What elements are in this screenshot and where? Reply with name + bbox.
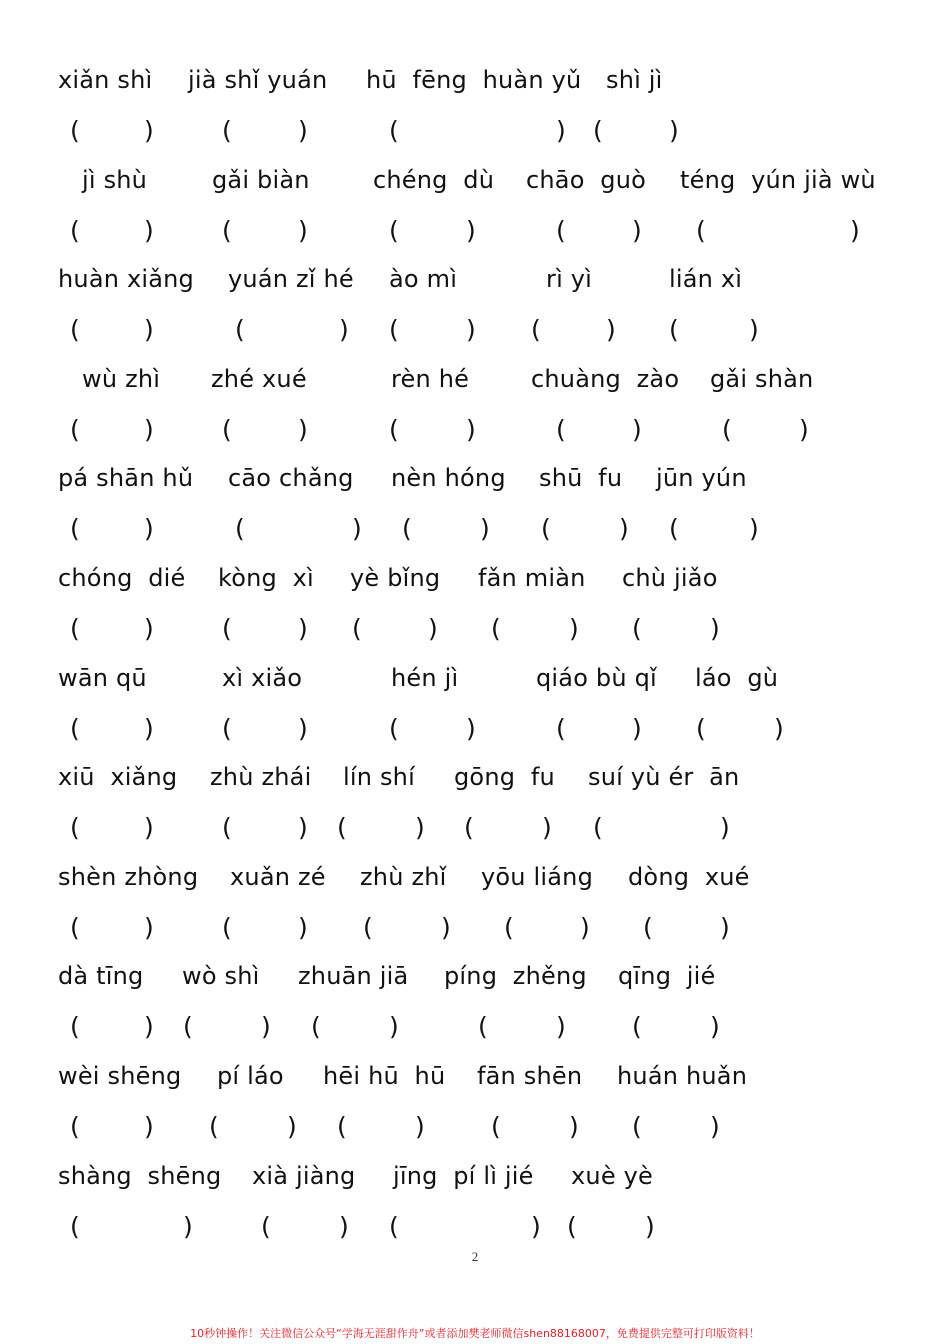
answer-blank-open-paren[interactable]: (: [643, 913, 653, 942]
pinyin-word: yuán zǐ hé: [228, 265, 354, 293]
pinyin-word: jì shù: [82, 166, 148, 194]
answer-blank-close-paren[interactable]: ): [710, 1012, 720, 1041]
pinyin-word: wù zhì: [82, 365, 161, 393]
exercise-row: [0, 797, 950, 942]
answer-blank-open-paren[interactable]: (: [478, 1012, 488, 1041]
answer-blank-close-paren[interactable]: ): [298, 714, 308, 743]
pinyin-word: chù jiǎo: [622, 564, 718, 592]
answer-blank-close-paren[interactable]: ): [720, 913, 730, 942]
answer-blank-open-paren[interactable]: (: [337, 813, 347, 842]
pinyin-word: jīng pí lì jié: [393, 1162, 534, 1190]
pinyin-word: xuè yè: [571, 1162, 653, 1190]
answer-blank-open-paren[interactable]: (: [593, 116, 603, 145]
answer-blank-open-paren[interactable]: (: [222, 415, 232, 444]
pinyin-word: cāo chǎng: [228, 464, 354, 492]
answer-blank-open-paren[interactable]: (: [222, 216, 232, 245]
pinyin-word: jià shǐ yuán: [188, 66, 328, 94]
answer-blank-close-paren[interactable]: ): [710, 614, 720, 643]
pinyin-word: xuǎn zé: [230, 863, 326, 891]
answer-blank-close-paren[interactable]: ): [389, 1012, 399, 1041]
answer-blank-close-paren[interactable]: ): [441, 913, 451, 942]
answer-blank-open-paren[interactable]: (: [70, 714, 80, 743]
answer-blank-close-paren[interactable]: ): [466, 315, 476, 344]
answer-blank-close-paren[interactable]: ): [144, 415, 154, 444]
answer-blank-close-paren[interactable]: ): [710, 1112, 720, 1141]
answer-blank-open-paren[interactable]: (: [70, 216, 80, 245]
exercise-row: [0, 1096, 950, 1241]
answer-blank-open-paren[interactable]: (: [504, 913, 514, 942]
answer-blank-close-paren[interactable]: ): [774, 714, 784, 743]
answer-blank-close-paren[interactable]: ): [531, 1212, 541, 1241]
answer-blank-open-paren[interactable]: (: [183, 1012, 193, 1041]
pinyin-word: pí láo: [217, 1062, 284, 1090]
exercise-row: [0, 598, 950, 743]
pinyin-word: hén jì: [391, 664, 459, 692]
pinyin-word: xiū xiǎng: [58, 763, 178, 791]
pinyin-word: pá shān hǔ: [58, 464, 194, 492]
answer-blank-close-paren[interactable]: ): [606, 315, 616, 344]
pinyin-word: chāo guò: [526, 166, 646, 194]
pinyin-word: chóng dié: [58, 564, 186, 592]
pinyin-word: dà tīng: [58, 962, 144, 990]
answer-blank-open-paren[interactable]: (: [556, 415, 566, 444]
pinyin-word: píng zhěng: [444, 962, 587, 990]
answer-blank-close-paren[interactable]: ): [144, 116, 154, 145]
answer-blank-close-paren[interactable]: ): [632, 714, 642, 743]
pinyin-word: huàn xiǎng: [58, 265, 194, 293]
pinyin-word: huán huǎn: [617, 1062, 748, 1090]
answer-blank-open-paren[interactable]: (: [556, 216, 566, 245]
answer-blank-open-paren[interactable]: (: [70, 1212, 80, 1241]
answer-blank-open-paren[interactable]: (: [222, 913, 232, 942]
answer-blank-open-paren[interactable]: (: [70, 116, 80, 145]
pinyin-word: zhé xué: [211, 365, 307, 393]
answer-blank-open-paren[interactable]: (: [593, 813, 603, 842]
pinyin-word: shàng shēng: [58, 1162, 222, 1190]
answer-blank-open-paren[interactable]: (: [70, 315, 80, 344]
answer-blank-open-paren[interactable]: (: [567, 1212, 577, 1241]
answer-blank-open-paren[interactable]: (: [311, 1012, 321, 1041]
pinyin-word: xià jiàng: [252, 1162, 356, 1190]
answer-blank-close-paren[interactable]: ): [580, 913, 590, 942]
answer-blank-open-paren[interactable]: (: [541, 514, 551, 543]
pinyin-word: kòng xì: [218, 564, 314, 592]
answer-blank-close-paren[interactable]: ): [749, 315, 759, 344]
answer-blank-open-paren[interactable]: (: [464, 813, 474, 842]
exercise-row: [0, 996, 950, 1141]
answer-blank-open-paren[interactable]: (: [70, 514, 80, 543]
answer-blank-open-paren[interactable]: (: [556, 714, 566, 743]
answer-blank-close-paren[interactable]: ): [428, 614, 438, 643]
answer-blank-open-paren[interactable]: (: [70, 1112, 80, 1141]
pinyin-word: shū fu: [539, 464, 623, 492]
answer-blank-close-paren[interactable]: ): [298, 913, 308, 942]
answer-blank-close-paren[interactable]: ): [619, 514, 629, 543]
answer-blank-close-paren[interactable]: ): [799, 415, 809, 444]
answer-blank-open-paren[interactable]: (: [389, 1212, 399, 1241]
pinyin-word: gōng fu: [454, 763, 555, 791]
answer-blank-open-paren[interactable]: (: [222, 813, 232, 842]
answer-blank-open-paren[interactable]: (: [222, 614, 232, 643]
answer-blank-open-paren[interactable]: (: [696, 714, 706, 743]
pinyin-word: ào mì: [389, 265, 458, 293]
answer-blank-open-paren[interactable]: (: [389, 315, 399, 344]
answer-blank-open-paren[interactable]: (: [531, 315, 541, 344]
answer-blank-open-paren[interactable]: (: [261, 1212, 271, 1241]
pinyin-word: jūn yún: [656, 464, 747, 492]
answer-blank-close-paren[interactable]: ): [480, 514, 490, 543]
answer-blank-close-paren[interactable]: ): [542, 813, 552, 842]
answer-blank-close-paren[interactable]: ): [339, 315, 349, 344]
answer-blank-open-paren[interactable]: (: [70, 813, 80, 842]
answer-blank-open-paren[interactable]: (: [337, 1112, 347, 1141]
pinyin-word: zhù zhái: [210, 763, 312, 791]
answer-blank-close-paren[interactable]: ): [556, 116, 566, 145]
answer-blank-close-paren[interactable]: ): [415, 1112, 425, 1141]
answer-blank-close-paren[interactable]: ): [261, 1012, 271, 1041]
answer-blank-close-paren[interactable]: ): [632, 415, 642, 444]
answer-blank-open-paren[interactable]: (: [209, 1112, 219, 1141]
answer-blank-open-paren[interactable]: (: [632, 614, 642, 643]
answer-blank-open-paren[interactable]: (: [70, 1012, 80, 1041]
pinyin-word: wān qū: [58, 664, 147, 692]
answer-blank-close-paren[interactable]: ): [339, 1212, 349, 1241]
answer-blank-close-paren[interactable]: ): [749, 514, 759, 543]
pinyin-word: zhuān jiā: [298, 962, 409, 990]
pinyin-word: gǎi shàn: [710, 365, 814, 393]
answer-blank-open-paren[interactable]: (: [235, 514, 245, 543]
exercise-row: [0, 697, 950, 842]
answer-blank-close-paren[interactable]: ): [144, 216, 154, 245]
pinyin-word: chéng dù: [373, 166, 495, 194]
answer-blank-open-paren[interactable]: (: [389, 714, 399, 743]
pinyin-word: yōu liáng: [481, 863, 594, 891]
answer-blank-close-paren[interactable]: ): [298, 415, 308, 444]
answer-blank-close-paren[interactable]: ): [144, 1012, 154, 1041]
pinyin-word: hū fēng huàn yǔ: [366, 66, 582, 94]
answer-blank-close-paren[interactable]: ): [298, 614, 308, 643]
answer-blank-open-paren[interactable]: (: [70, 614, 80, 643]
pinyin-word: lín shí: [343, 763, 415, 791]
answer-blank-close-paren[interactable]: ): [720, 813, 730, 842]
pinyin-word: xiǎn shì: [58, 66, 153, 94]
pinyin-word: wò shì: [182, 962, 260, 990]
answer-blank-close-paren[interactable]: ): [144, 514, 154, 543]
answer-blank-open-paren[interactable]: (: [389, 216, 399, 245]
answer-blank-close-paren[interactable]: ): [144, 714, 154, 743]
answer-blank-close-paren[interactable]: ): [183, 1212, 193, 1241]
answer-blank-open-paren[interactable]: (: [70, 415, 80, 444]
pinyin-word: lián xì: [669, 265, 743, 293]
answer-blank-close-paren[interactable]: ): [144, 813, 154, 842]
answer-blank-open-paren[interactable]: (: [363, 913, 373, 942]
answer-blank-close-paren[interactable]: ): [632, 216, 642, 245]
answer-blank-open-paren[interactable]: (: [70, 913, 80, 942]
pinyin-word: qiáo bù qǐ: [536, 664, 657, 692]
answer-blank-open-paren[interactable]: (: [669, 514, 679, 543]
answer-blank-open-paren[interactable]: (: [352, 614, 362, 643]
exercise-row: [0, 896, 950, 1041]
pinyin-word: wèi shēng: [58, 1062, 182, 1090]
answer-blank-open-paren[interactable]: (: [722, 415, 732, 444]
pinyin-word: nèn hóng: [391, 464, 506, 492]
pinyin-word: dòng xué: [628, 863, 750, 891]
pinyin-word: láo gù: [695, 664, 779, 692]
pinyin-word: qīng jié: [618, 962, 716, 990]
exercise-row: [0, 100, 950, 245]
pinyin-word: téng yún jià wù: [680, 166, 876, 194]
answer-blank-close-paren[interactable]: ): [466, 415, 476, 444]
pinyin-word: fān shēn: [477, 1062, 583, 1090]
answer-blank-close-paren[interactable]: ): [298, 116, 308, 145]
answer-blank-close-paren[interactable]: ): [298, 216, 308, 245]
answer-blank-open-paren[interactable]: (: [669, 315, 679, 344]
answer-blank-close-paren[interactable]: ): [144, 315, 154, 344]
answer-blank-open-paren[interactable]: (: [235, 315, 245, 344]
answer-blank-close-paren[interactable]: ): [645, 1212, 655, 1241]
answer-blank-close-paren[interactable]: ): [466, 216, 476, 245]
answer-blank-open-paren[interactable]: (: [491, 614, 501, 643]
answer-blank-close-paren[interactable]: ): [144, 1112, 154, 1141]
answer-blank-close-paren[interactable]: ): [569, 614, 579, 643]
pinyin-word: shì jì: [606, 66, 663, 94]
answer-blank-close-paren[interactable]: ): [850, 216, 860, 245]
pinyin-word: chuàng zào: [531, 365, 680, 393]
pinyin-word: yè bǐng: [350, 564, 441, 592]
answer-blank-open-paren[interactable]: (: [491, 1112, 501, 1141]
answer-blank-close-paren[interactable]: ): [415, 813, 425, 842]
exercise-row: [0, 0, 950, 145]
answer-blank-open-paren[interactable]: (: [389, 415, 399, 444]
answer-blank-close-paren[interactable]: ): [352, 514, 362, 543]
exercise-row: [0, 398, 950, 543]
page-number: 2: [471, 1249, 479, 1264]
pinyin-word: hēi hū hū: [323, 1062, 446, 1090]
answer-blank-close-paren[interactable]: ): [144, 913, 154, 942]
answer-blank-open-paren[interactable]: (: [389, 116, 399, 145]
exercise-row: [0, 498, 950, 643]
answer-blank-close-paren[interactable]: ): [466, 714, 476, 743]
pinyin-word: shèn zhòng: [58, 863, 199, 891]
pinyin-word: rì yì: [546, 265, 593, 293]
answer-blank-open-paren[interactable]: (: [632, 1112, 642, 1141]
answer-blank-open-paren[interactable]: (: [222, 116, 232, 145]
answer-blank-close-paren[interactable]: ): [556, 1012, 566, 1041]
pinyin-word: fǎn miàn: [478, 564, 586, 592]
answer-blank-open-paren[interactable]: (: [222, 714, 232, 743]
answer-blank-close-paren[interactable]: ): [144, 614, 154, 643]
pinyin-word: zhù zhǐ: [360, 863, 447, 891]
pinyin-word: gǎi biàn: [212, 166, 310, 194]
answer-blank-open-paren[interactable]: (: [402, 514, 412, 543]
answer-blank-close-paren[interactable]: ): [569, 1112, 579, 1141]
exercise-row: [0, 299, 950, 444]
answer-blank-close-paren[interactable]: ): [287, 1112, 297, 1141]
answer-blank-open-paren[interactable]: (: [632, 1012, 642, 1041]
pinyin-word: xì xiǎo: [222, 664, 303, 692]
pinyin-word: suí yù ér ān: [588, 763, 740, 791]
pinyin-word: rèn hé: [391, 365, 470, 393]
answer-blank-close-paren[interactable]: ): [298, 813, 308, 842]
footer-note: 10秒钟操作！关注微信公众号“学海无涯甜作舟”或者添加樊老师微信shen88168007，免费提供完整可打印版资料！: [190, 1327, 760, 1340]
answer-blank-close-paren[interactable]: ): [669, 116, 679, 145]
exercise-row: [0, 199, 950, 344]
answer-blank-open-paren[interactable]: (: [696, 216, 706, 245]
